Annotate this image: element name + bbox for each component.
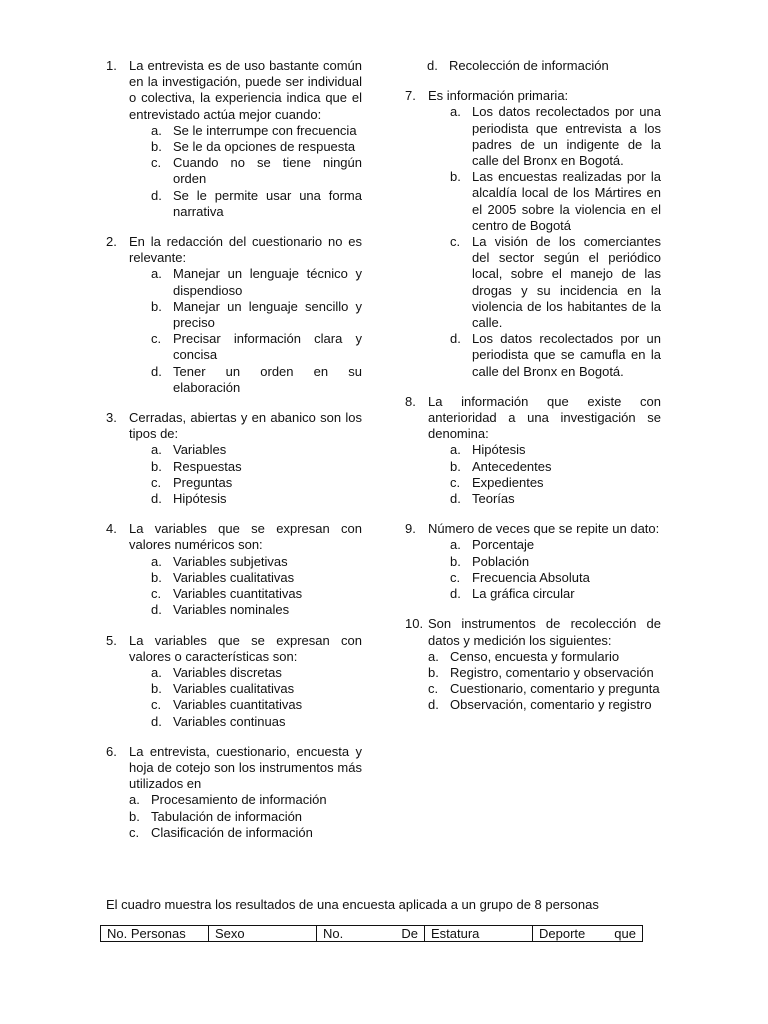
- option-text: Hipótesis: [472, 442, 526, 458]
- option-letter: c.: [129, 824, 140, 840]
- answer-option: [151, 714, 362, 730]
- answer-option: [129, 825, 362, 841]
- option-text: Variables: [173, 442, 227, 458]
- option-text: Cuando no se tiene ningún orden: [173, 155, 362, 187]
- answer-option: [151, 266, 362, 298]
- option-letter: a.: [151, 266, 162, 282]
- question-number: 4.: [106, 521, 117, 537]
- option-text: Procesamiento de información: [151, 792, 327, 808]
- answer-option: [450, 570, 661, 586]
- question-stem: La entrevista es de uso bastante común en la investigación, puede ser individual o colectiva, la experiencia indica que el entrevistado actúa mejor cuando:: [129, 58, 362, 122]
- option-letter: a.: [450, 104, 461, 120]
- answer-option: [151, 299, 362, 331]
- option-letter: b.: [129, 808, 140, 824]
- option-text: Variables continuas: [173, 713, 286, 729]
- answer-option: [151, 139, 362, 155]
- option-letter: b.: [450, 169, 461, 185]
- answer-option: [428, 697, 661, 713]
- answer-option: [151, 188, 362, 220]
- option-text: Respuestas: [173, 458, 242, 474]
- option-text: Población: [472, 553, 530, 569]
- answer-option: [129, 792, 362, 808]
- option-text: Variables cuantitativas: [173, 697, 303, 713]
- question-stem: Son instrumentos de recolección de datos y medición los siguientes:: [428, 616, 661, 648]
- option-letter: d.: [151, 187, 162, 203]
- question-stem: La información que existe con anterioridad a una investigación se denomina:: [428, 393, 661, 442]
- answer-option: [129, 809, 362, 825]
- option-text: Variables cualitativas: [173, 569, 295, 585]
- option-letter: d.: [151, 363, 162, 379]
- answer-option: [151, 331, 362, 363]
- option-letter: a.: [450, 537, 461, 553]
- option-text: Teorías: [472, 491, 515, 507]
- option-text: Clasificación de información: [151, 824, 313, 840]
- header-sexo: Sexo: [209, 926, 317, 942]
- answer-option: [151, 554, 362, 570]
- option-letter: d.: [151, 713, 162, 729]
- question-stem: En la redacción del cuestionario no es relevante:: [129, 234, 362, 266]
- question-number: 9.: [405, 521, 416, 537]
- option-letter: c.: [450, 234, 461, 250]
- question: [405, 394, 661, 507]
- answer-option: [450, 331, 661, 380]
- option-text: Censo, encuesta y formulario: [450, 648, 620, 664]
- option-letter: d.: [151, 491, 162, 507]
- option-letter: b.: [428, 664, 439, 680]
- left-column: [106, 58, 362, 855]
- question: [106, 58, 362, 220]
- answer-option: [151, 586, 362, 602]
- option-letter: c.: [450, 569, 461, 585]
- question: [405, 616, 661, 713]
- question: [106, 410, 362, 507]
- question-6-option-d: [427, 58, 661, 74]
- option-letter: c.: [151, 586, 162, 602]
- option-text: Registro, comentario y observación: [450, 664, 654, 680]
- option-text: Recolección de información: [449, 58, 609, 73]
- option-text: Variables cualitativas: [173, 681, 295, 697]
- answer-option: [151, 459, 362, 475]
- option-text: Hipótesis: [173, 491, 227, 507]
- question-stem: La variables que se expresan con valores o características son:: [129, 632, 362, 664]
- option-letter: b.: [151, 298, 162, 314]
- answer-option: [450, 586, 661, 602]
- option-letter: b.: [151, 569, 162, 585]
- question-number: 5.: [106, 632, 117, 648]
- answer-option: [151, 364, 362, 396]
- option-letter: c.: [151, 155, 162, 171]
- question-number: 2.: [106, 234, 117, 250]
- option-text: Variables cuantitativas: [173, 586, 303, 602]
- question-number: 1.: [106, 58, 117, 73]
- question: [405, 521, 661, 602]
- option-letter: d.: [427, 58, 438, 73]
- option-text: Se le interrumpe con frecuencia: [173, 122, 357, 138]
- option-letter: d.: [450, 586, 461, 602]
- option-letter: b.: [151, 139, 162, 155]
- option-text: Preguntas: [173, 474, 233, 490]
- answer-option: [450, 442, 661, 458]
- option-text: Tabulación de información: [151, 808, 303, 824]
- option-letter: a.: [151, 122, 162, 138]
- option-letter: b.: [151, 458, 162, 474]
- option-text: Se le da opciones de respuesta: [173, 139, 356, 155]
- answer-option: [428, 681, 661, 697]
- option-letter: d.: [151, 602, 162, 618]
- answer-option: [151, 665, 362, 681]
- option-letter: a.: [151, 442, 162, 458]
- option-text: Tener un orden en su elaboración: [173, 363, 362, 395]
- question-stem: La entrevista, cuestionario, encuesta y hoja de cotejo son los instrumentos más utilizados en: [129, 743, 362, 792]
- table-intro-text: El cuadro muestra los resultados de una encuesta aplicada a un grupo de 8 personas: [106, 897, 599, 912]
- answer-option: [450, 475, 661, 491]
- question-stem: Número de veces que se repite un dato:: [428, 521, 660, 537]
- option-letter: c.: [151, 474, 162, 490]
- option-letter: a.: [151, 553, 162, 569]
- question-number: 10.: [405, 616, 424, 632]
- option-letter: b.: [151, 681, 162, 697]
- question-number: 7.: [405, 88, 416, 104]
- option-letter: a.: [428, 648, 439, 664]
- table-header-row: [101, 926, 643, 942]
- header-personas: No. Personas: [101, 926, 209, 942]
- answer-option: [450, 537, 661, 553]
- answer-option: [450, 234, 661, 331]
- answer-option: [450, 491, 661, 507]
- option-letter: b.: [450, 458, 461, 474]
- question-number: 3.: [106, 410, 117, 426]
- option-text: Los datos recolectados por un periodista que se camufla en la calle del Bronx en Bogotá.: [472, 331, 661, 379]
- option-letter: d.: [428, 697, 439, 713]
- option-text: La visión de los comerciantes del sector según el periódico local, sobre el manejo de las drogas y su incidencia en la violencia de los habitantes de la calle.: [472, 234, 661, 331]
- answer-option: [151, 697, 362, 713]
- header-no-de: No. De: [317, 926, 425, 942]
- question-number: 8.: [405, 393, 416, 409]
- option-letter: a.: [129, 792, 140, 808]
- answer-option: [450, 554, 661, 570]
- option-text: Frecuencia Absoluta: [472, 569, 590, 585]
- answer-option: [428, 665, 661, 681]
- option-letter: c.: [450, 474, 461, 490]
- answer-option: [151, 681, 362, 697]
- option-text: Manejar un lenguaje sencillo y preciso: [173, 298, 362, 331]
- option-text: Variables discretas: [173, 664, 282, 680]
- option-text: Expedientes: [472, 474, 544, 490]
- option-letter: a.: [450, 442, 461, 458]
- option-letter: d.: [450, 331, 461, 347]
- option-text: Precisar información clara y concisa: [173, 331, 362, 363]
- answer-option: [151, 155, 362, 187]
- answer-option: [450, 104, 661, 169]
- header-deporte: Deporte que: [533, 926, 643, 942]
- question-stem: Es información primaria:: [428, 88, 569, 104]
- option-letter: c.: [151, 331, 162, 347]
- question: [405, 88, 661, 380]
- option-text: Manejar un lenguaje técnico y dispendioso: [173, 266, 362, 298]
- option-text: Las encuestas realizadas por la alcaldía local de los Mártires en el 2005 sobre la violencia en el centro de Bogotá: [472, 169, 661, 233]
- answer-option: [450, 459, 661, 475]
- question: [106, 744, 362, 841]
- option-text: Porcentaje: [472, 537, 535, 553]
- question: [106, 234, 362, 396]
- right-column: [405, 58, 661, 728]
- option-text: Cuestionario, comentario y pregunta: [450, 681, 660, 697]
- option-text: Se le permite usar una forma narrativa: [173, 187, 362, 219]
- answer-option: [151, 123, 362, 139]
- question-stem: La variables que se expresan con valores numéricos son:: [129, 521, 362, 553]
- option-letter: c.: [428, 681, 439, 697]
- question-number: 6.: [106, 743, 117, 759]
- answer-option: [151, 491, 362, 507]
- option-text: La gráfica circular: [472, 586, 575, 602]
- answer-option: [151, 602, 362, 618]
- option-text: Variables subjetivas: [173, 553, 288, 569]
- option-letter: b.: [450, 553, 461, 569]
- option-letter: d.: [450, 491, 461, 507]
- answer-option: [428, 649, 661, 665]
- option-text: Observación, comentario y registro: [450, 697, 652, 713]
- option-letter: c.: [151, 697, 162, 713]
- question: [106, 633, 362, 730]
- answer-option: [151, 570, 362, 586]
- option-text: Antecedentes: [472, 458, 552, 474]
- option-text: Los datos recolectados por una periodista que entrevista a los padres de un indigente de la calle del Bronx en Bogotá.: [472, 104, 661, 169]
- answer-option: [151, 475, 362, 491]
- header-estatura: Estatura: [425, 926, 533, 942]
- question: [106, 521, 362, 618]
- answer-option: [450, 169, 661, 234]
- option-letter: a.: [151, 664, 162, 680]
- answer-option: [151, 442, 362, 458]
- results-table: [100, 925, 643, 942]
- question-stem: Cerradas, abiertas y en abanico son los tipos de:: [129, 410, 362, 442]
- option-text: Variables nominales: [173, 602, 290, 618]
